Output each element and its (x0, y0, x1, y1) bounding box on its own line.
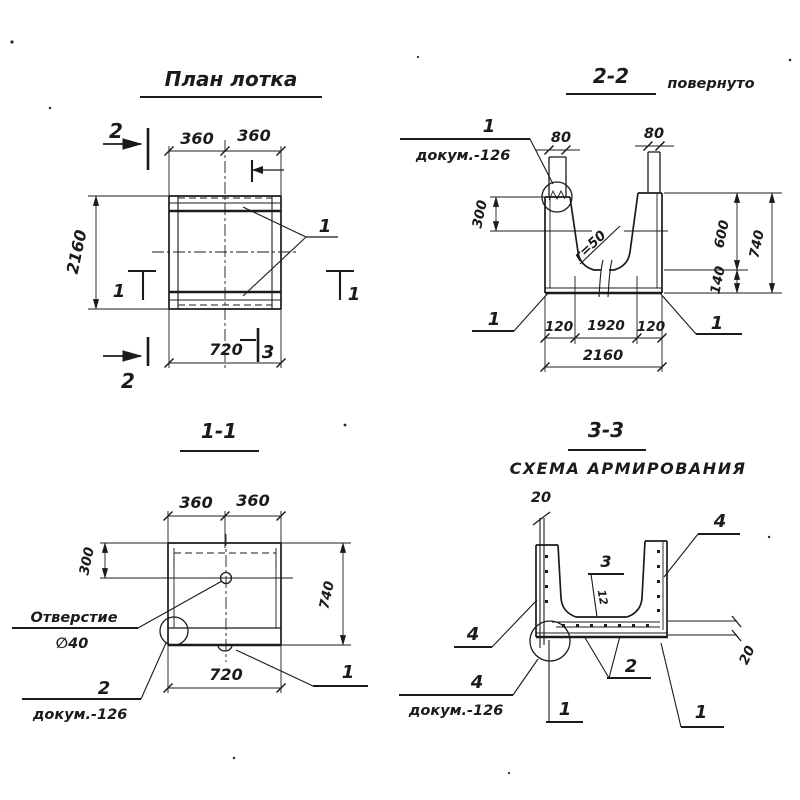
dims-right (664, 193, 782, 296)
s33-pos-1-right (661, 643, 724, 727)
view-section-1-1 (12, 419, 368, 723)
pos-1-center: 1 (558, 699, 572, 720)
pos-1-label: 1 (318, 216, 332, 237)
dim-720-label: 720 (209, 340, 243, 359)
cut-2-label: 2 (109, 119, 123, 143)
s11-leader-1 (236, 650, 368, 686)
s11-dim-740 (281, 543, 351, 645)
pos-4-tr: 4 (713, 511, 727, 532)
dim-80-right: 80 (643, 126, 665, 142)
dim-120-left: 120 (544, 319, 574, 335)
channel-section-outline (545, 193, 668, 297)
s11-dim-300 (76, 543, 168, 578)
callout-doc-label: докум.-126 (32, 707, 128, 723)
section-2-2-subtitle: повернуто (667, 76, 755, 92)
section-1-1-title: 1-1 (200, 419, 238, 443)
pos-2: 2 (624, 656, 638, 677)
s33-pos-4-left (454, 600, 537, 647)
pos-3: 3 (600, 552, 612, 571)
detail-circle (530, 621, 570, 661)
s11-dim-740-label: 740 (316, 579, 338, 611)
dim-300-label: 300 (469, 198, 491, 230)
cut-1-left-label: 1 (112, 281, 126, 302)
view-section-2-2 (400, 64, 782, 372)
leader-1-bottom-left (472, 292, 549, 331)
dim-20-top: 20 (530, 490, 552, 506)
plan-cut-marker-2-bottom (103, 337, 148, 393)
radius-label: г=50 (571, 227, 610, 265)
plan-outline (152, 140, 298, 370)
dim-80-left: 80 (550, 130, 572, 146)
view-plan (63, 67, 361, 393)
s11-dim-720-label: 720 (209, 665, 243, 684)
section-2-2-title: 2-2 (592, 64, 630, 88)
s33-bar-top (531, 490, 551, 648)
plan-cut-marker-3-top (252, 160, 284, 182)
pos-1-right: 1 (710, 313, 724, 334)
dim-1920: 1920 (587, 318, 625, 334)
cut-2-bottom-label: 2 (121, 369, 135, 393)
dim-120-right: 120 (636, 319, 666, 335)
s11-dim-360-left: 360 (179, 493, 213, 512)
callout-doc-label: докум.-126 (408, 703, 504, 719)
callout-doc-label: докум.-126 (415, 148, 511, 164)
plan-cut-marker-1-right (326, 271, 360, 305)
view-section-3-3 (399, 418, 759, 727)
dim-740-label: 740 (746, 228, 768, 260)
dim-140-label: 140 (707, 264, 729, 296)
s33-pos-3 (588, 552, 624, 617)
s33-outline (536, 541, 759, 667)
right-tenon (635, 126, 674, 192)
dim-360-left: 360 (180, 129, 214, 148)
callout-pos-label: 1 (482, 116, 496, 137)
plan-cut-marker-2-top (103, 119, 148, 170)
section-3-3-title: 3-3 (587, 418, 625, 442)
s33-pos-1-center (546, 640, 583, 722)
s11-outline (100, 534, 293, 662)
pos-4-bottom: 4 (470, 672, 484, 693)
s11-detail-callout (22, 617, 188, 723)
pos-1-left: 1 (487, 309, 501, 330)
dim-20-right: 20 (736, 643, 759, 668)
plan-cut-marker-3-bottom (240, 328, 274, 363)
callout-2-label: 2 (97, 678, 111, 699)
dim-600-label: 600 (711, 218, 733, 250)
hole-callout (12, 581, 222, 652)
break-mark (599, 260, 603, 297)
s33-pos-4-top-right (664, 511, 740, 577)
s11-dim-360-right: 360 (236, 491, 270, 510)
plan-cut-marker-1-left (113, 271, 156, 302)
pos-1-label: 1 (341, 662, 355, 683)
dim-2160-bottom: 2160 (582, 348, 624, 364)
joint-profile (549, 191, 565, 200)
dim-12: 12 (594, 588, 611, 607)
s11-dim-300-label: 300 (76, 545, 98, 577)
dims-bottom (541, 276, 667, 372)
pos-4-left: 4 (466, 624, 480, 645)
plan-title: План лотка (164, 67, 298, 91)
cut-3-label: 3 (261, 342, 275, 363)
plan-leader-pos-1 (243, 207, 338, 296)
s33-pos-2 (584, 636, 651, 678)
s11-dim-top (164, 491, 286, 548)
s11-dim-720 (164, 645, 286, 693)
break-mark (608, 260, 612, 297)
radius-note (571, 226, 620, 265)
pos-1-right: 1 (694, 702, 708, 723)
hole-label: Отверстие (30, 610, 118, 626)
section-3-3-subtitle: СХЕМА АРМИРОВАНИЯ (509, 459, 747, 478)
hole-dia-label: ∅40 (55, 636, 89, 652)
s33-pos-4-bottom (399, 659, 538, 719)
cut-1-right-label: 1 (347, 284, 361, 305)
scan-speckles (10, 40, 791, 774)
dim-360-right: 360 (237, 126, 271, 145)
dim-2160-label: 2160 (62, 228, 91, 276)
leader-1-bottom-right (659, 292, 742, 334)
